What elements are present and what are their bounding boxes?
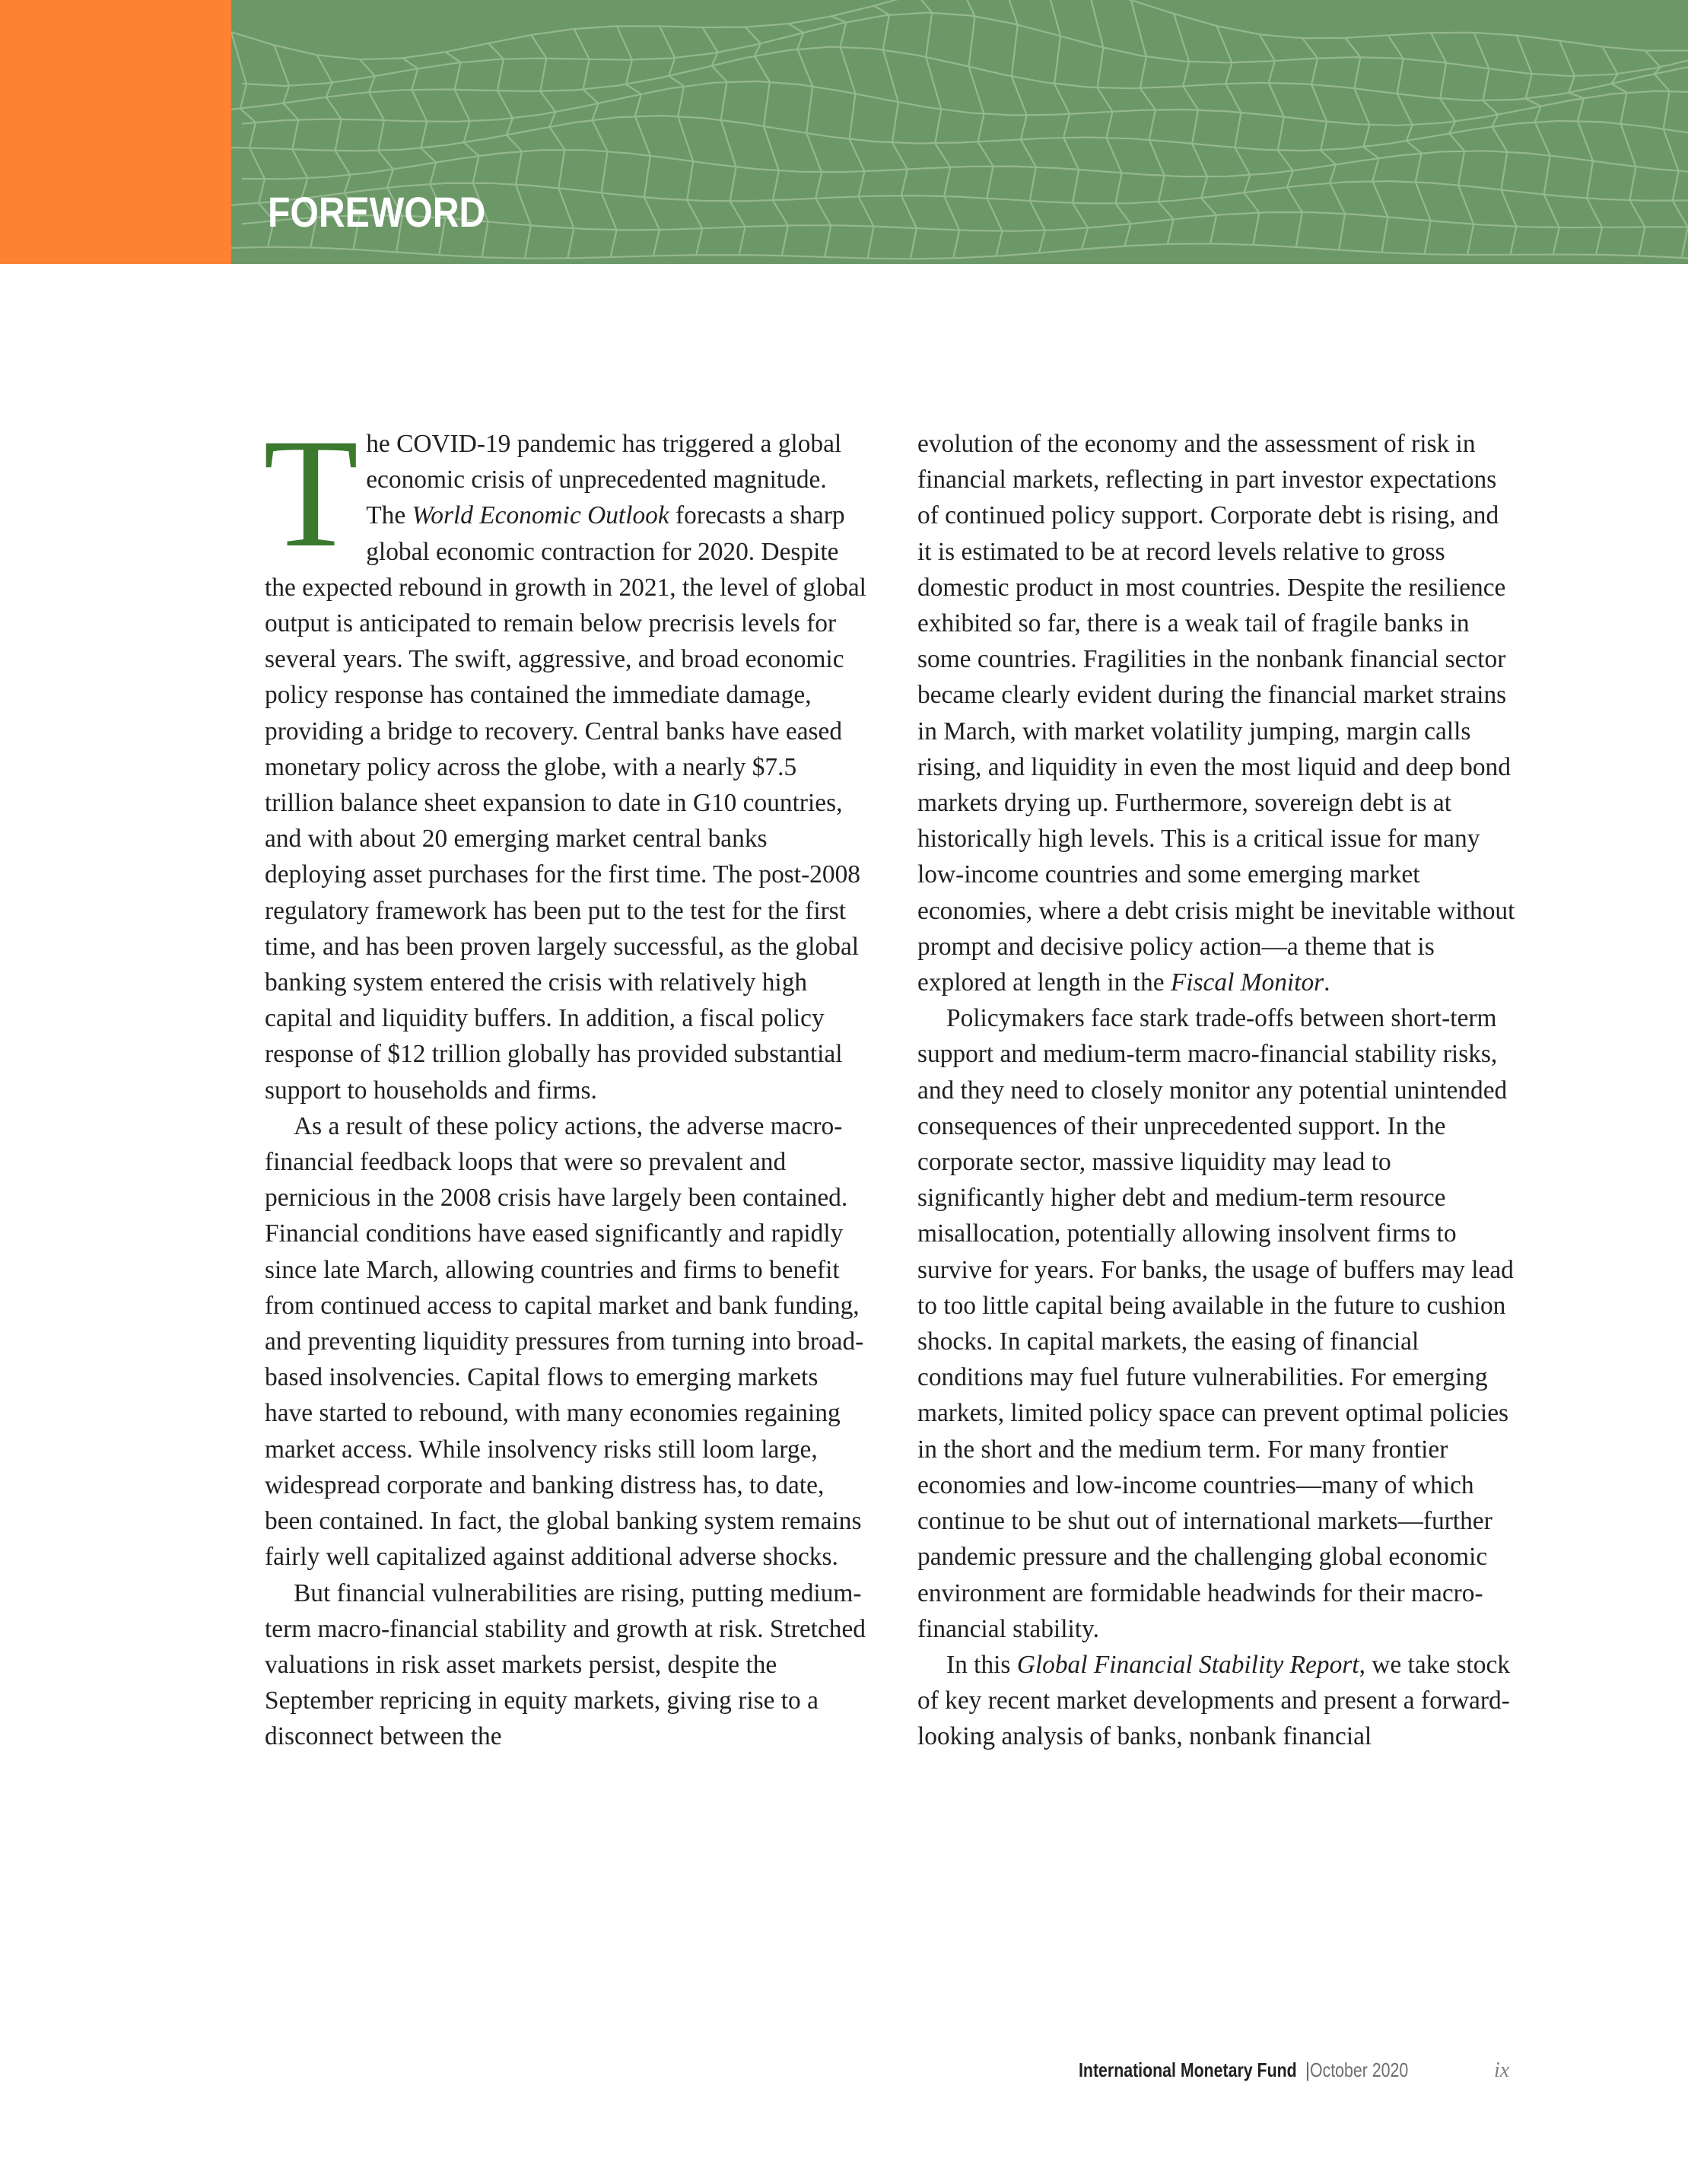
paragraph-5-text-b: , we take stock of key recent market developments and present a forward-looking analysis of banks, nonbank financial [917,1650,1510,1751]
right-column [917,426,1518,1755]
mesh-line [1174,14,1216,243]
page-footer [1079,2058,1535,2089]
paragraph-2: As a result of these policy actions, the adverse macro-financial feedback loops that were so prevalent and pernicious in the 2008 crisis have largely been contained. Financial conditions have eased significantly and rapidly since late March, allowing countries and firms to benefit from continued access to capital market and bank funding, and preventing liquidity pressures from turning into broad-based insolvencies. Capital flows to emerging markets have started to rebound, with many economies regaining market access. While insolvency risks still loom large, widespread corporate and banking distress has, to date, been contained. In fact, the global banking system remains fairly well capitalized against additional adverse shocks. [265,1111,864,1572]
mesh-line [1260,34,1302,247]
mesh-line [1473,33,1516,255]
footer-separator: | [1305,2058,1311,2081]
mesh-line [617,26,660,256]
mesh-line [1003,0,1045,253]
paragraph-1-text-a: he COVID-19 pandemic has triggered a global economic crisis of unprecedented magnitude. The [366,430,842,530]
header-banner [0,0,1688,264]
page-title: FOREWORD [268,188,486,236]
mesh-line [917,0,959,258]
paragraph-3-end: . [1324,968,1330,997]
mesh-line [1388,35,1431,254]
mesh-line [1131,0,1174,244]
paragraph-5-text-a: In this [946,1650,1017,1679]
mesh-line [1216,26,1259,245]
left-column [263,407,869,1755]
accent-block [0,0,231,264]
mesh-line [531,35,574,259]
mesh-line [1517,36,1559,255]
mesh-line [745,27,788,256]
paragraph-3-title-ref: Fiscal Monitor [1170,968,1324,997]
mesh-line [574,29,617,257]
mesh-line [1302,38,1345,250]
page-number: ix [1494,2058,1510,2082]
paragraph-1-title-ref: World Economic Outlook [412,501,669,530]
paragraph-5 [917,1647,1518,1755]
mesh-line [1089,0,1131,246]
mesh-line [231,0,1688,59]
paragraph-4: Policymakers face stark trade-offs between short-term support and medium-term macro-financial stability risks, and they need to closely monitor any potential unintended consequences of their unprecedented support. In the corporate sector, massive liquidity may lead to significantly higher debt and medium-term resource misallocation, potentially allowing insolvent firms to survive for years. For banks, the usage of buffers may lead to too little capital being available in the future to cushion shocks. In capital markets, the easing of financial conditions may fuel future vulnerabilities. For emerging markets, limited policy space can prevent optimal policies in the short and the medium term. For many frontier economies and low-income countries—many of which continue to be shut out of international markets—further pandemic pressure and the challenging global economic environment are formidable headwinds for their macro-financial stability. [917,1004,1514,1643]
drop-cap: T [263,407,359,580]
mesh-line [703,27,745,255]
footer-date: October 2020 [1310,2058,1409,2081]
mesh-line [788,24,831,257]
mesh-line [231,47,1688,110]
mesh-line [660,27,702,256]
mesh-line [874,6,917,259]
mesh-line [960,0,1003,256]
paragraph-5-title-ref: Global Financial Stability Report [1016,1650,1359,1679]
paragraph-3-continued-text: evolution of the economy and the assessment of risk in financial markets, reflecting in part investor expectations of continued policy support. Corporate debt is rising, and it is estimated to be at record levels relative to gross domestic product in most countries. Despite the resilience exhibited so far, there is a weak tail of fragile banks in some countries. Fragilities in the nonbank financial sector became clearly evident during the financial market strains in March, with market volatility jumping, margin calls rising, and liquidity in even the most liquid and deep bond markets drying up. Furthermore, sovereign debt is at historically high levels. This is a critical issue for many low-income countries and some emerging market economies, where a debt crisis might be inevitable without prompt and decisive policy action—a theme that is explored at length in the [917,430,1515,997]
paragraph-1-text-b: forecasts a sharp global economic contraction for 2020. Despite the expected rebound in growth in 2021, the level of global output is anticipated to remain below precrisis levels for several years. The swift, aggressive, and broad economic policy response has contained the immediate damage, providing a bridge to recovery. Central banks have eased monetary policy across the globe, with a nearly $7.5 trillion balance sheet expansion to date in G10 countries, and with about 20 emerging market central banks deploying asset purchases for the first time. The post-2008 regulatory framework has been put to the test for the first time, and has been proven largely successful, as the global banking system entered the crisis with relatively high capital and liquidity buffers. In addition, a fiscal policy response of $12 trillion globally has provided substantial support to households and firms. [265,501,866,1105]
paragraph-1 [263,407,869,1108]
mesh-line [242,150,1688,179]
paragraph-3: But financial vulnerabilities are rising, putting medium-term macro-financial stability and growth at risk. Stretched valuations in risk asset markets persist, despite the September repricing in equity markets, giving rise to a disconnect between the [265,1578,866,1751]
mesh-line [242,81,1688,126]
mesh-line [1559,41,1602,255]
footer-organization: International Monetary Fund [1079,2058,1297,2081]
paragraph-3-continued [917,426,1518,1000]
